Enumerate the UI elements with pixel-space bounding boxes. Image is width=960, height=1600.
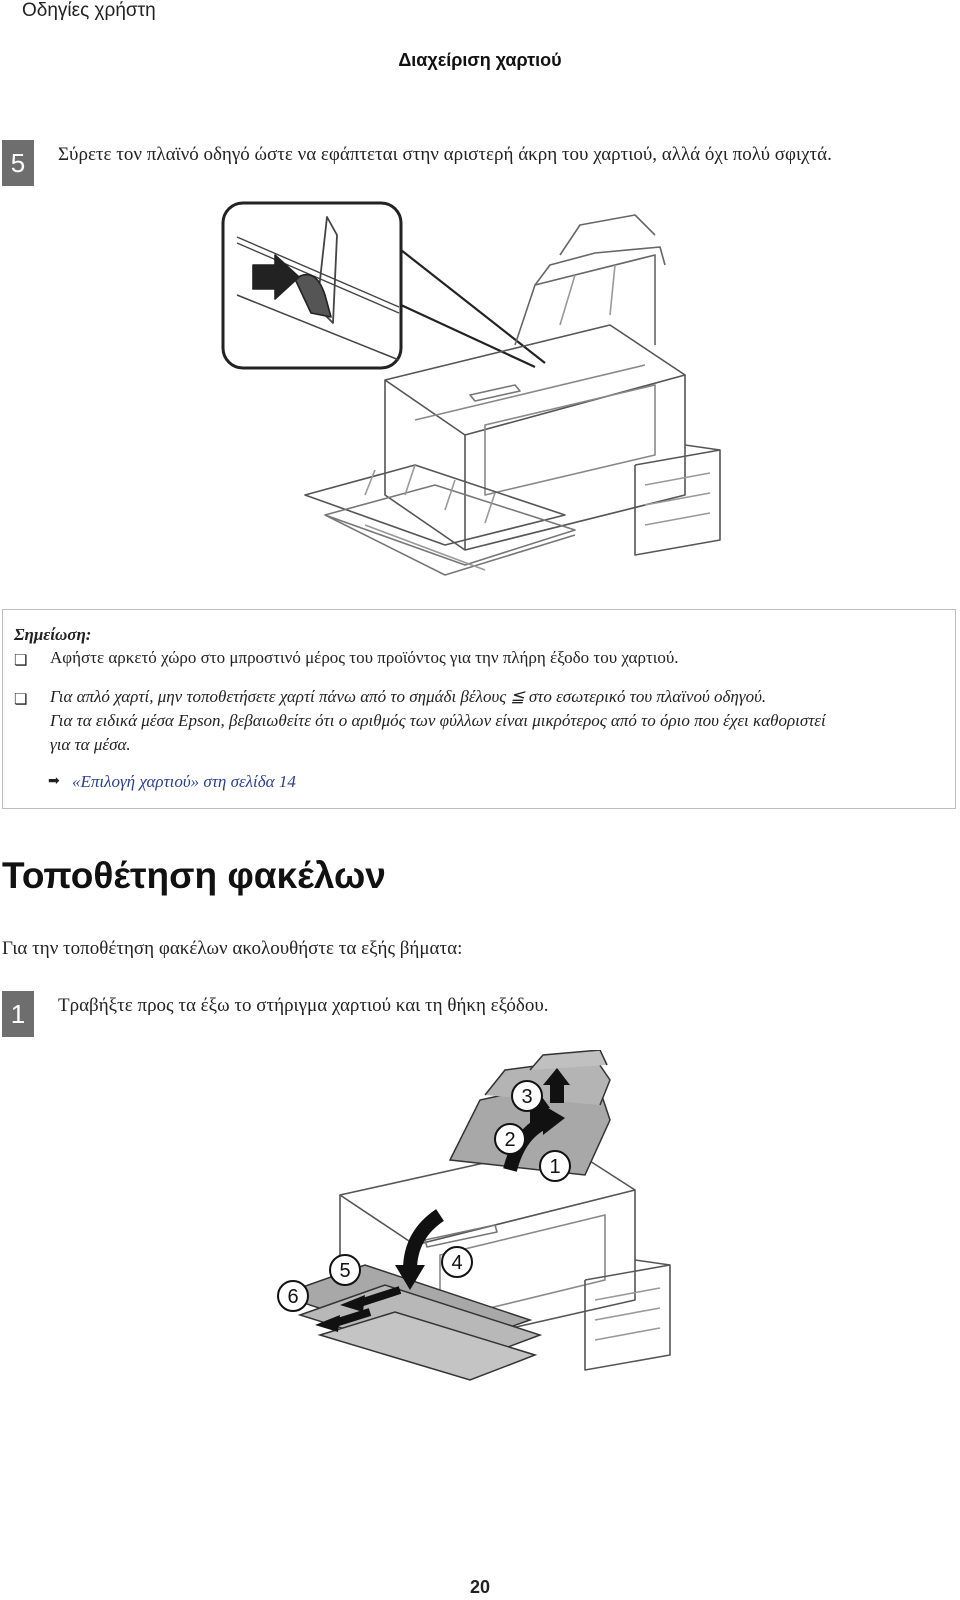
callout-1: 1 bbox=[549, 1156, 561, 1178]
page-number: 20 bbox=[469, 1577, 491, 1597]
paper-selection-link[interactable]: «Επιλογή χαρτιού» στη σελίδα 14 bbox=[72, 772, 296, 791]
section-heading: Τοποθέτηση φακέλων bbox=[2, 855, 386, 896]
callout-3: 3 bbox=[521, 1086, 533, 1108]
printer-extend-trays-illustration bbox=[265, 1050, 695, 1410]
callout-2: 2 bbox=[504, 1129, 516, 1151]
header-title: Οδηγίες χρήστη bbox=[22, 0, 156, 21]
note-bullet-2-line-1: Για απλό χαρτί, μην τοποθετήσετε χαρτί πάνω από το σημάδι βέλους ≦ στο εσωτερικό του πλαϊνού οδηγού. bbox=[50, 687, 767, 706]
step-5-text: Σύρετε τον πλαϊνό οδηγό ώστε να εφάπτεται στην αριστερή άκρη του χαρτιού, αλλά όχι πολύ σφιχτά. bbox=[58, 144, 832, 165]
callout-5: 5 bbox=[339, 1260, 351, 1282]
printer-edge-guide-illustration bbox=[215, 195, 735, 585]
note-bullet-2-line-2: Για τα ειδικά μέσα Epson, βεβαιωθείτε ότι ο αριθμός των φύλλων είναι μικρότερος από το όριο που έχει καθοριστεί bbox=[50, 711, 826, 730]
note-bullet-icon: ❏ bbox=[14, 653, 28, 669]
callout-6: 6 bbox=[287, 1286, 299, 1308]
link-arrow-icon: ➡ bbox=[48, 774, 60, 789]
note-bullet-1: Αφήστε αρκετό χώρο στο μπροστινό μέρος του προϊόντος για την πλήρη έξοδο του χαρτιού. bbox=[50, 648, 679, 667]
note-title: Σημείωση: bbox=[14, 625, 92, 644]
section-title: Διαχείριση χαρτιού bbox=[398, 50, 562, 70]
step-1-badge: 1 bbox=[2, 991, 34, 1037]
section-intro: Για την τοποθέτηση φακέλων ακολουθήστε τα εξής βήματα: bbox=[2, 938, 463, 959]
callout-4: 4 bbox=[451, 1252, 463, 1274]
note-bullet-2-line-3: για τα μέσα. bbox=[50, 735, 131, 754]
step-5-badge: 5 bbox=[2, 140, 34, 186]
note-bullet-icon: ❏ bbox=[14, 692, 28, 708]
step-1-text: Τραβήξτε προς τα έξω το στήριγμα χαρτιού και τη θήκη εξόδου. bbox=[58, 995, 549, 1016]
